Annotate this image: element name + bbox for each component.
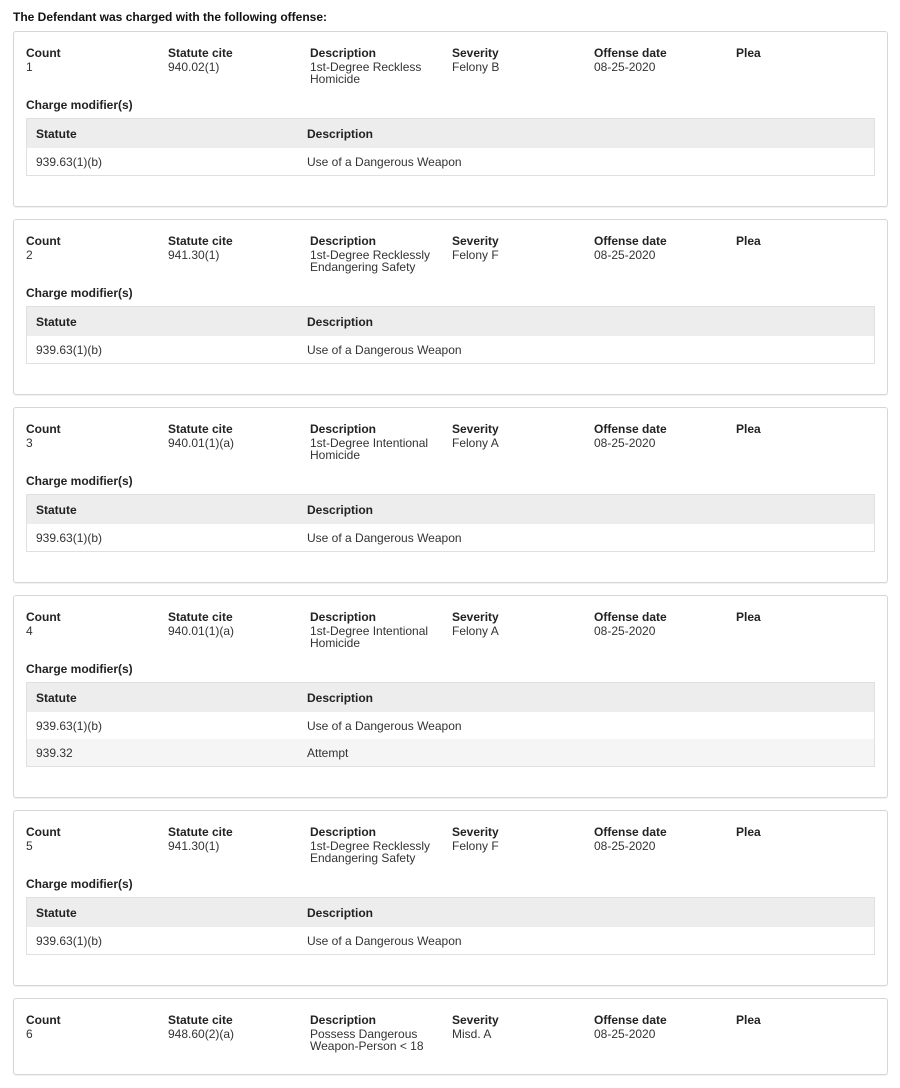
charge-modifiers — [26, 662, 875, 767]
description-value: 1st-Degree Intentional Homicide — [310, 436, 429, 462]
description-value: 1st-Degree Intentional Homicide — [310, 624, 429, 650]
severity-field — [452, 610, 594, 649]
plea-field — [736, 46, 836, 85]
count-value: 1 — [26, 60, 33, 74]
plea-field — [736, 422, 836, 461]
card-spacer — [26, 955, 875, 985]
severity-label: Severity — [452, 825, 499, 839]
count-field — [26, 610, 168, 649]
modifiers-header-row — [27, 898, 875, 928]
offense-date-field — [594, 422, 736, 461]
plea-field — [736, 825, 836, 864]
description-label: Description — [310, 825, 377, 839]
card-spacer — [26, 176, 875, 206]
offense-date-value: 08-25-2020 — [594, 839, 656, 853]
charge-modifiers-table — [26, 118, 875, 176]
charge-modifiers-table — [26, 306, 875, 364]
modifier-description: Use of a Dangerous Weapon — [307, 933, 462, 948]
count-value: 6 — [26, 1027, 33, 1041]
description-field — [310, 46, 452, 85]
count-label: Count — [26, 610, 61, 624]
offense-date-label: Offense date — [594, 46, 667, 60]
card-spacer — [26, 552, 875, 582]
card-spacer — [26, 364, 875, 394]
count-label: Count — [26, 825, 61, 839]
card-spacer — [26, 1052, 875, 1074]
description-field — [310, 825, 452, 864]
description-label: Description — [310, 422, 377, 436]
charge-modifiers-table — [26, 897, 875, 955]
description-label: Description — [310, 1013, 377, 1027]
offense-date-value: 08-25-2020 — [594, 436, 656, 450]
modifier-description: Use of a Dangerous Weapon — [307, 342, 462, 357]
modifier-statute: 939.63(1)(b) — [36, 933, 103, 948]
offense-date-label: Offense date — [594, 234, 667, 248]
modifier-row — [27, 524, 875, 552]
charges-intro: The Defendant was charged with the following offense: — [13, 10, 328, 24]
charge-card-count-2 — [13, 219, 888, 395]
charge-modifiers — [26, 286, 875, 364]
modifier-statute: 939.63(1)(b) — [36, 530, 103, 545]
plea-label: Plea — [736, 825, 761, 839]
description-field — [310, 234, 452, 273]
description-label: Description — [310, 46, 377, 60]
severity-label: Severity — [452, 422, 499, 436]
plea-label: Plea — [736, 610, 761, 624]
charge-card-count-4 — [13, 595, 888, 798]
charge-card-count-1 — [13, 31, 888, 207]
severity-value: Felony A — [452, 624, 499, 638]
charge-card-count-5 — [13, 810, 888, 986]
statute-cite-label: Statute cite — [168, 422, 233, 436]
charge-modifiers — [26, 98, 875, 176]
charge-summary — [26, 46, 875, 85]
plea-label: Plea — [736, 422, 761, 436]
severity-value: Misd. A — [452, 1027, 492, 1041]
plea-field — [736, 1013, 836, 1052]
statute-cite-field — [168, 610, 310, 649]
charge-modifiers-table — [26, 494, 875, 552]
offense-date-value: 08-25-2020 — [594, 60, 656, 74]
description-value: 1st-Degree Recklessly Endangering Safety — [310, 248, 431, 274]
modifiers-header-row — [27, 683, 875, 713]
modifier-row — [27, 712, 875, 739]
description-label: Description — [310, 234, 377, 248]
plea-field — [736, 610, 836, 649]
offense-date-label: Offense date — [594, 422, 667, 436]
modifiers-header-row — [27, 495, 875, 525]
count-value: 2 — [26, 248, 33, 262]
count-value: 5 — [26, 839, 33, 853]
modifier-statute-header: Statute — [27, 683, 299, 713]
severity-value: Felony F — [452, 248, 499, 262]
offense-date-field — [594, 46, 736, 85]
offense-date-field — [594, 825, 736, 864]
severity-field — [452, 1013, 594, 1052]
plea-label: Plea — [736, 1013, 761, 1027]
severity-label: Severity — [452, 234, 499, 248]
charge-modifiers-title: Charge modifier(s) — [26, 98, 133, 112]
count-field — [26, 234, 168, 273]
offense-date-field — [594, 1013, 736, 1052]
card-spacer — [26, 767, 875, 797]
severity-field — [452, 422, 594, 461]
offense-date-value: 08-25-2020 — [594, 248, 656, 262]
count-value: 4 — [26, 624, 33, 638]
statute-cite-field — [168, 46, 310, 85]
severity-value: Felony F — [452, 839, 499, 853]
plea-label: Plea — [736, 234, 761, 248]
modifier-description-header: Description — [298, 495, 875, 525]
charge-modifiers-title: Charge modifier(s) — [26, 286, 133, 300]
count-label: Count — [26, 1013, 61, 1027]
count-label: Count — [26, 46, 61, 60]
charge-summary — [26, 234, 875, 273]
severity-value: Felony B — [452, 60, 500, 74]
charge-summary — [26, 825, 875, 864]
statute-cite-label: Statute cite — [168, 46, 233, 60]
severity-label: Severity — [452, 1013, 499, 1027]
modifier-statute: 939.63(1)(b) — [36, 718, 103, 733]
plea-label: Plea — [736, 46, 761, 60]
offense-date-field — [594, 610, 736, 649]
plea-field — [736, 234, 836, 273]
statute-cite-value: 948.60(2)(a) — [168, 1027, 235, 1041]
modifier-row — [27, 336, 875, 364]
statute-cite-label: Statute cite — [168, 825, 233, 839]
statute-cite-label: Statute cite — [168, 234, 233, 248]
charge-modifiers-title: Charge modifier(s) — [26, 662, 133, 676]
severity-field — [452, 234, 594, 273]
statute-cite-value: 941.30(1) — [168, 839, 220, 853]
statute-cite-field — [168, 1013, 310, 1052]
modifiers-header-row — [27, 307, 875, 337]
modifier-statute-header: Statute — [27, 898, 299, 928]
count-label: Count — [26, 234, 61, 248]
modifier-statute-header: Statute — [27, 495, 299, 525]
description-field — [310, 422, 452, 461]
offense-date-value: 08-25-2020 — [594, 624, 656, 638]
charge-card-count-3 — [13, 407, 888, 583]
modifier-description: Use of a Dangerous Weapon — [307, 154, 462, 169]
modifier-description: Use of a Dangerous Weapon — [307, 530, 462, 545]
statute-cite-value: 941.30(1) — [168, 248, 220, 262]
charge-modifiers — [26, 877, 875, 955]
modifier-statute-header: Statute — [27, 119, 299, 149]
offense-date-label: Offense date — [594, 1013, 667, 1027]
charge-summary — [26, 1013, 875, 1052]
description-value: Possess Dangerous Weapon-Person < 18 — [310, 1027, 424, 1053]
statute-cite-field — [168, 422, 310, 461]
count-field — [26, 422, 168, 461]
severity-label: Severity — [452, 610, 499, 624]
severity-label: Severity — [452, 46, 499, 60]
statute-cite-value: 940.01(1)(a) — [168, 436, 235, 450]
charge-card-count-6 — [13, 998, 888, 1075]
modifiers-header-row — [27, 119, 875, 149]
count-field — [26, 1013, 168, 1052]
modifier-description-header: Description — [298, 683, 875, 713]
charges-list — [13, 31, 888, 1075]
modifier-row — [27, 927, 875, 955]
statute-cite-field — [168, 825, 310, 864]
severity-value: Felony A — [452, 436, 499, 450]
modifier-row — [27, 739, 875, 767]
description-field — [310, 1013, 452, 1052]
modifier-statute: 939.63(1)(b) — [36, 342, 103, 357]
modifier-statute: 939.32 — [27, 739, 299, 767]
charge-modifiers — [26, 474, 875, 552]
charge-modifiers-table — [26, 682, 875, 767]
charge-summary — [26, 610, 875, 649]
charge-modifiers-title: Charge modifier(s) — [26, 877, 133, 891]
description-label: Description — [310, 610, 377, 624]
description-field — [310, 610, 452, 649]
charge-modifiers-title: Charge modifier(s) — [26, 474, 133, 488]
statute-cite-label: Statute cite — [168, 610, 233, 624]
modifier-statute: 939.63(1)(b) — [36, 154, 103, 169]
severity-field — [452, 46, 594, 85]
statute-cite-field — [168, 234, 310, 273]
charge-summary — [26, 422, 875, 461]
description-value: 1st-Degree Reckless Homicide — [310, 60, 422, 86]
modifier-description: Attempt — [298, 739, 875, 767]
modifier-row — [27, 148, 875, 176]
count-field — [26, 825, 168, 864]
description-value: 1st-Degree Recklessly Endangering Safety — [310, 839, 431, 865]
count-label: Count — [26, 422, 61, 436]
offense-date-label: Offense date — [594, 610, 667, 624]
modifier-description-header: Description — [298, 307, 875, 337]
modifier-description-header: Description — [298, 898, 875, 928]
count-value: 3 — [26, 436, 33, 450]
count-field — [26, 46, 168, 85]
modifier-description: Use of a Dangerous Weapon — [307, 718, 462, 733]
statute-cite-value: 940.01(1)(a) — [168, 624, 235, 638]
modifier-statute-header: Statute — [27, 307, 299, 337]
offense-date-label: Offense date — [594, 825, 667, 839]
offense-date-value: 08-25-2020 — [594, 1027, 656, 1041]
severity-field — [452, 825, 594, 864]
statute-cite-label: Statute cite — [168, 1013, 233, 1027]
modifier-description-header: Description — [298, 119, 875, 149]
offense-date-field — [594, 234, 736, 273]
statute-cite-value: 940.02(1) — [168, 60, 220, 74]
